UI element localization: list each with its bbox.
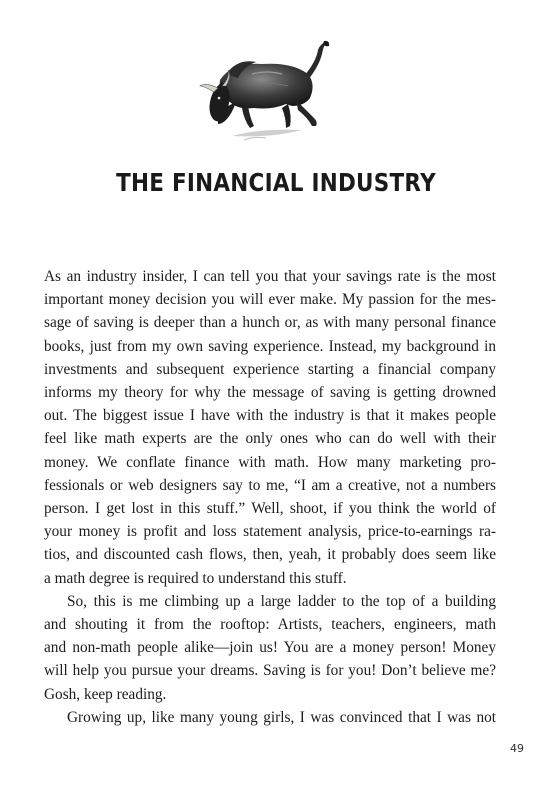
text-line: sage of saving is deeper than a hunch or, as with many personal finance bbox=[44, 314, 496, 332]
text-line: As an industry insider, I can tell you that your savings rate is the most bbox=[44, 268, 496, 285]
text-line: Growing up, like many young girls, I was convinced that I was not bbox=[67, 708, 496, 726]
text-line: important money decision you will ever make. My passion for the mes- bbox=[44, 291, 496, 309]
text-line: So, this is me climbing up a large ladder to the top of a building bbox=[67, 592, 496, 610]
text-line: your money is profit and loss statement analysis, price-to-earnings ra- bbox=[44, 523, 496, 541]
text-line: and non-math people alike—join us! You are a money person! Money bbox=[44, 639, 496, 657]
text-line: feel like math experts are the only ones who can do well with their bbox=[44, 430, 496, 448]
text-line: money. We conflate finance with math. How many marketing pro- bbox=[44, 453, 496, 471]
text-line: tios, and discounted cash flows, then, yeah, it probably does seem like bbox=[44, 546, 496, 564]
text-line: informs my theory for why the message of saving is getting drowned bbox=[44, 384, 496, 402]
text-line: and shouting it from the rooftop: Artists, teachers, engineers, math bbox=[44, 616, 496, 634]
text-line: out. The biggest issue I have with the industry is that it makes people bbox=[44, 407, 496, 425]
page-number: 49 bbox=[510, 742, 524, 755]
body-text bbox=[44, 265, 496, 729]
text-line: investments and subsequent experience starting a financial company bbox=[44, 360, 496, 378]
text-line: Gosh, keep reading. bbox=[44, 685, 167, 703]
chapter-title: THE FINANCIAL INDUSTRY bbox=[116, 168, 436, 197]
text-line: a math degree is required to understand this stuff. bbox=[44, 569, 347, 587]
text-line: fessionals or web designers say to me, “I am a creative, not a numbers bbox=[44, 476, 496, 494]
text-line: will help you pursue your dreams. Saving is for you! Don’t believe me? bbox=[44, 662, 496, 680]
text-line: books, just from my own saving experience. Instead, my background in bbox=[44, 337, 496, 355]
charging-bull-icon bbox=[192, 40, 342, 145]
text-line: person. I get lost in this stuff.” Well, shoot, if you think the world of bbox=[44, 500, 496, 518]
